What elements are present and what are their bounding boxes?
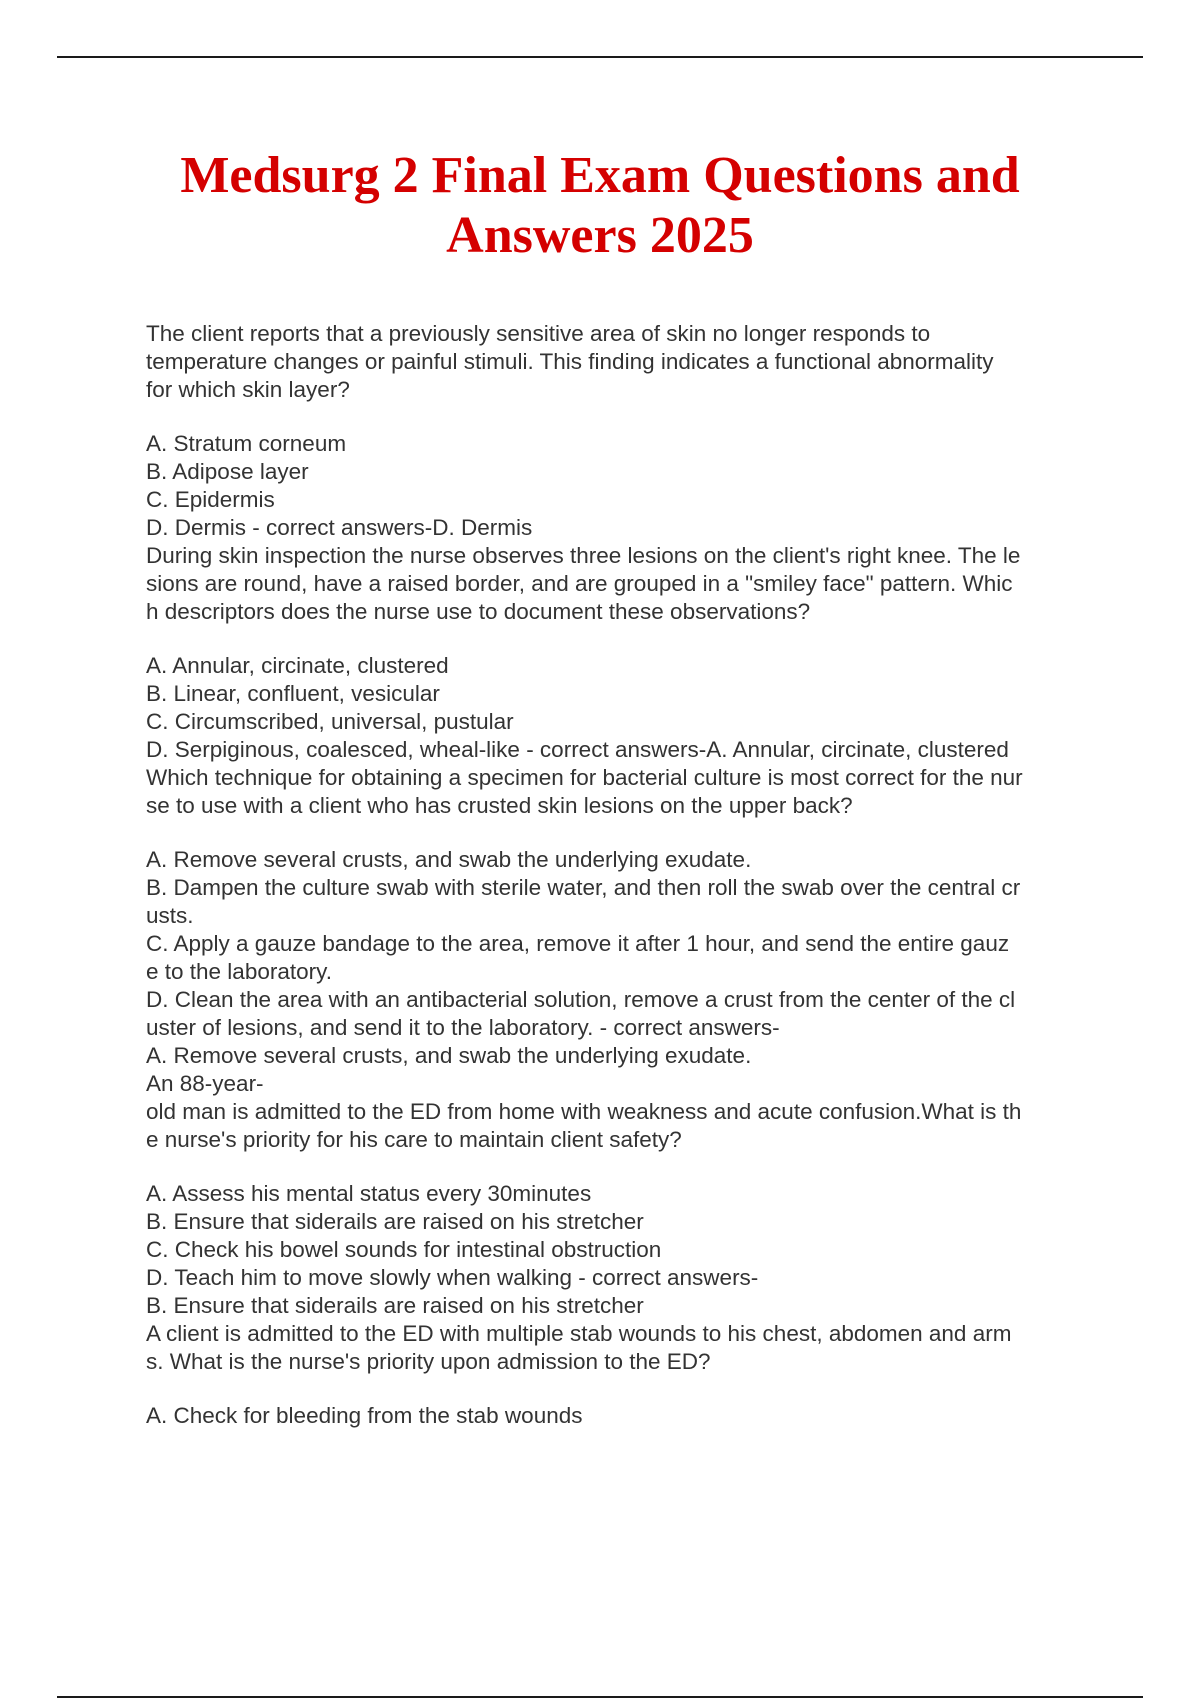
- document-body: [146, 320, 1096, 1430]
- text-line: se to use with a client who has crusted skin lesions on the upper back?: [146, 793, 853, 818]
- text-line: A client is admitted to the ED with multiple stab wounds to his chest, abdomen and arm: [146, 1321, 1012, 1346]
- text-line: D. Teach him to move slowly when walking - correct answers-: [146, 1265, 759, 1290]
- text-line: e nurse's priority for his care to maintain client safety?: [146, 1127, 682, 1152]
- text-line: usts.: [146, 903, 194, 928]
- text-line: C. Circumscribed, universal, pustular: [146, 709, 514, 734]
- text-line: old man is admitted to the ED from home with weakness and acute confusion.What is th: [146, 1099, 1022, 1124]
- text-line: B. Ensure that siderails are raised on his stretcher: [146, 1293, 644, 1318]
- text-line: uster of lesions, and send it to the laboratory. - correct answers-: [146, 1015, 780, 1040]
- text-line: C. Check his bowel sounds for intestinal obstruction: [146, 1237, 662, 1262]
- footer-rule: [57, 1696, 1143, 1698]
- text-line: h descriptors does the nurse use to document these observations?: [146, 599, 811, 624]
- text-line: B. Adipose layer: [146, 459, 309, 484]
- document-title: [100, 146, 1100, 266]
- text-line: sions are round, have a raised border, and are grouped in a "smiley face" pattern. Whic: [146, 571, 1013, 596]
- paragraph-gap: [146, 1376, 1096, 1402]
- text-line: e to the laboratory.: [146, 959, 332, 984]
- text-line: D. Serpiginous, coalesced, wheal-like - correct answers-A. Annular, circinate, clustered: [146, 737, 1009, 762]
- text-line: A. Stratum corneum: [146, 431, 347, 456]
- text-line: An 88-year-: [146, 1071, 264, 1096]
- text-line: A. Remove several crusts, and swab the underlying exudate.: [146, 1043, 752, 1068]
- text-line: B. Dampen the culture swab with sterile water, and then roll the swab over the central cr: [146, 875, 1021, 900]
- paragraph-gap: [146, 1154, 1096, 1180]
- text-line: The client reports that a previously sensitive area of skin no longer responds to: [146, 321, 931, 346]
- text-line: for which skin layer?: [146, 377, 350, 402]
- document-title-line-2: Answers 2025: [446, 207, 754, 264]
- text-line: A. Remove several crusts, and swab the underlying exudate.: [146, 847, 752, 872]
- text-line: C. Apply a gauze bandage to the area, remove it after 1 hour, and send the entire gauz: [146, 931, 1010, 956]
- paragraph-gap: [146, 820, 1096, 846]
- paragraph-gap: [146, 404, 1096, 430]
- text-line: B. Linear, confluent, vesicular: [146, 681, 440, 706]
- text-line: B. Ensure that siderails are raised on his stretcher: [146, 1209, 644, 1234]
- text-line: C. Epidermis: [146, 487, 275, 512]
- text-line: During skin inspection the nurse observes three lesions on the client's right knee. The le: [146, 543, 1021, 568]
- text-line: A. Annular, circinate, clustered: [146, 653, 449, 678]
- text-line: D. Clean the area with an antibacterial solution, remove a crust from the center of the cl: [146, 987, 1016, 1012]
- text-line: Which technique for obtaining a specimen for bacterial culture is most correct for the nur: [146, 765, 1023, 790]
- document-title-line-1: Medsurg 2 Final Exam Questions and: [180, 147, 1020, 204]
- text-line: A. Check for bleeding from the stab wounds: [146, 1403, 583, 1428]
- text-line: D. Dermis - correct answers-D. Dermis: [146, 515, 533, 540]
- paragraph-gap: [146, 626, 1096, 652]
- text-line: A. Assess his mental status every 30minutes: [146, 1181, 592, 1206]
- header-rule: [57, 56, 1143, 58]
- text-line: temperature changes or painful stimuli. This finding indicates a functional abnormality: [146, 349, 994, 374]
- text-line: s. What is the nurse's priority upon admission to the ED?: [146, 1349, 711, 1374]
